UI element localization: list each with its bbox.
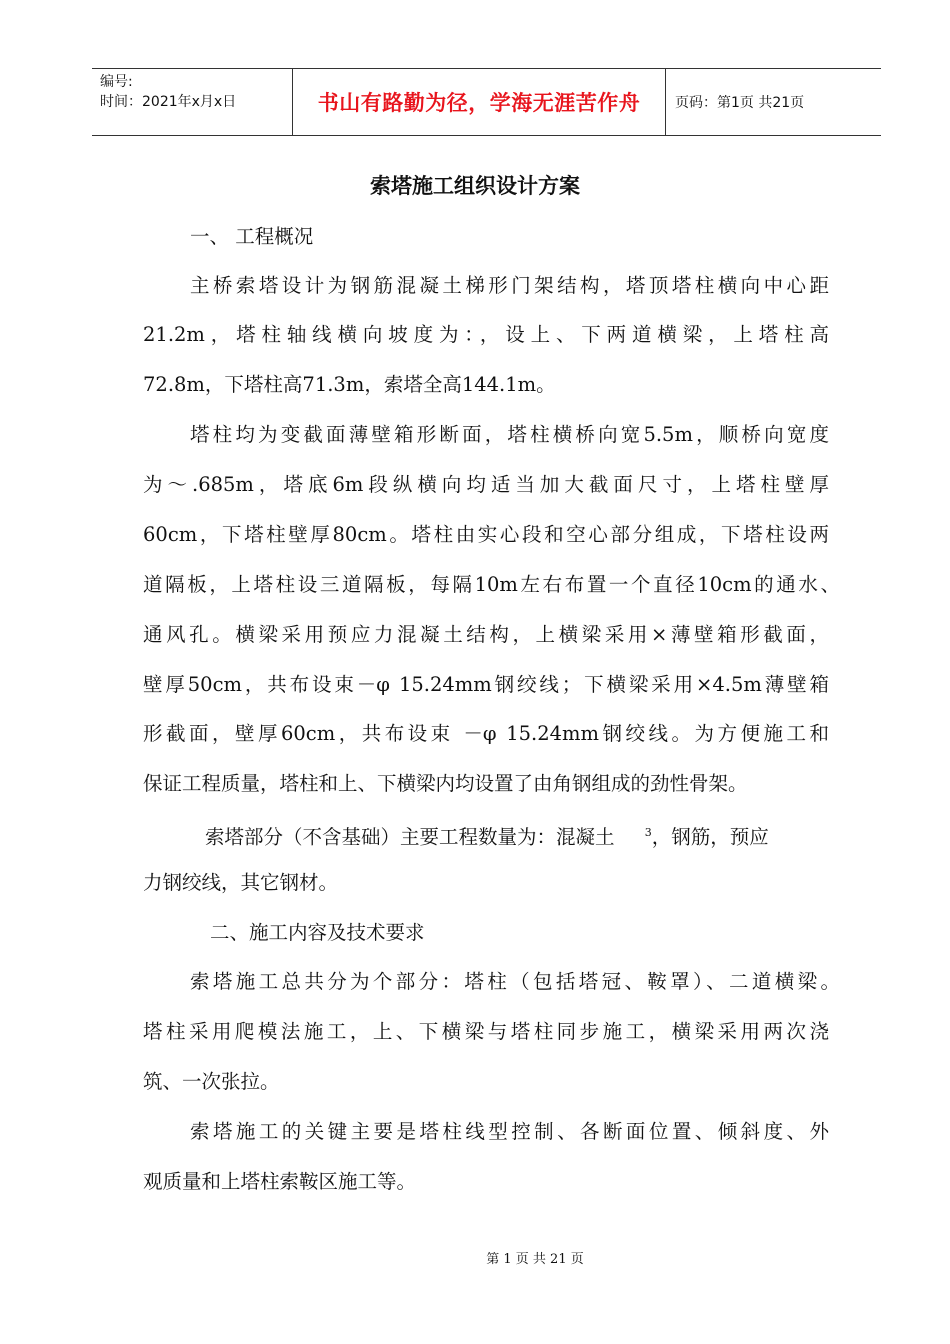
document-title: 索塔施工组织设计方案 [370,174,580,198]
document-number-label: 编号: [100,74,133,90]
page-footer: 第 1 页 共 21 页 [486,1252,584,1267]
paragraph-line: 塔柱均为变截面薄壁箱形断面，塔柱横桥向宽5.5m，顺桥向宽度 [190,423,829,446]
header-meta-cell [92,69,293,135]
document-time-label: 时间：2021年x月x日 [100,94,237,110]
quantity-text-part2: ，钢筋，预应 [651,825,769,849]
quantity-text-part1: 索塔部分（不含基础）主要工程数量为：混凝土 [205,825,615,849]
paragraph-line: 60cm，下塔柱壁厚80cm。塔柱由实心段和空心部分组成，下塔柱设两 [143,523,829,546]
paragraph-line: 保证工程质量，塔柱和上、下横梁内均设置了由角钢组成的劲性骨架。 [143,772,748,795]
paragraph-line: 主桥索塔设计为钢筋混凝土梯形门架结构，塔顶塔柱横向中心距 [190,274,829,297]
paragraph-line: 筑、一次张拉。 [143,1070,280,1093]
paragraph-line: 通风孔。横梁采用预应力混凝土结构，上横梁采用×薄壁箱形截面， [143,623,829,646]
document-header [92,68,881,136]
paragraph-line: 形截面，壁厚60cm，共布设束 －φ 15.24mm钢绞线。为方便施工和 [143,722,829,745]
paragraph-line: 力钢绞线，其它钢材。 [143,871,339,894]
paragraph-line: 塔柱采用爬模法施工，上、下横梁与塔柱同步施工，横梁采用两次浇 [143,1020,829,1043]
paragraph-line: 道隔板，上塔柱设三道隔板，每隔10m左右布置一个直径10cm的通水、 [143,573,840,596]
paragraph-line: 72.8m，下塔柱高71.3m，索塔全高144.1m。 [143,373,556,396]
paragraph-line: 21.2m，塔柱轴线横向坡度为：，设上、下两道横梁，上塔柱高 [143,323,829,346]
section-heading-1: 一、 工程概况 [190,225,314,248]
paragraph-line: 索塔施工总共分为个部分：塔柱（包括塔冠、鞍罩）、二道横梁。 [190,970,840,993]
header-motto: 书山有路勤为径，学海无涯苦作舟 [293,69,666,135]
superscript-three: 3 [644,826,652,839]
header-page-info: 页码：第1页 共21页 [675,95,805,111]
section-heading-2: 二、施工内容及技术要求 [210,921,425,944]
paragraph-line: 为～.685m，塔底6m段纵横向均适当加大截面尺寸，上塔柱壁厚 [143,473,829,496]
paragraph-line: 壁厚50cm，共布设束－φ 15.24mm钢绞线；下横梁采用×4.5m薄壁箱 [143,673,829,696]
paragraph-line [205,820,769,851]
paragraph-line: 观质量和上塔柱索鞍区施工等。 [143,1170,417,1193]
paragraph-line: 索塔施工的关键主要是塔柱线型控制、各断面位置、倾斜度、外 [190,1120,829,1143]
